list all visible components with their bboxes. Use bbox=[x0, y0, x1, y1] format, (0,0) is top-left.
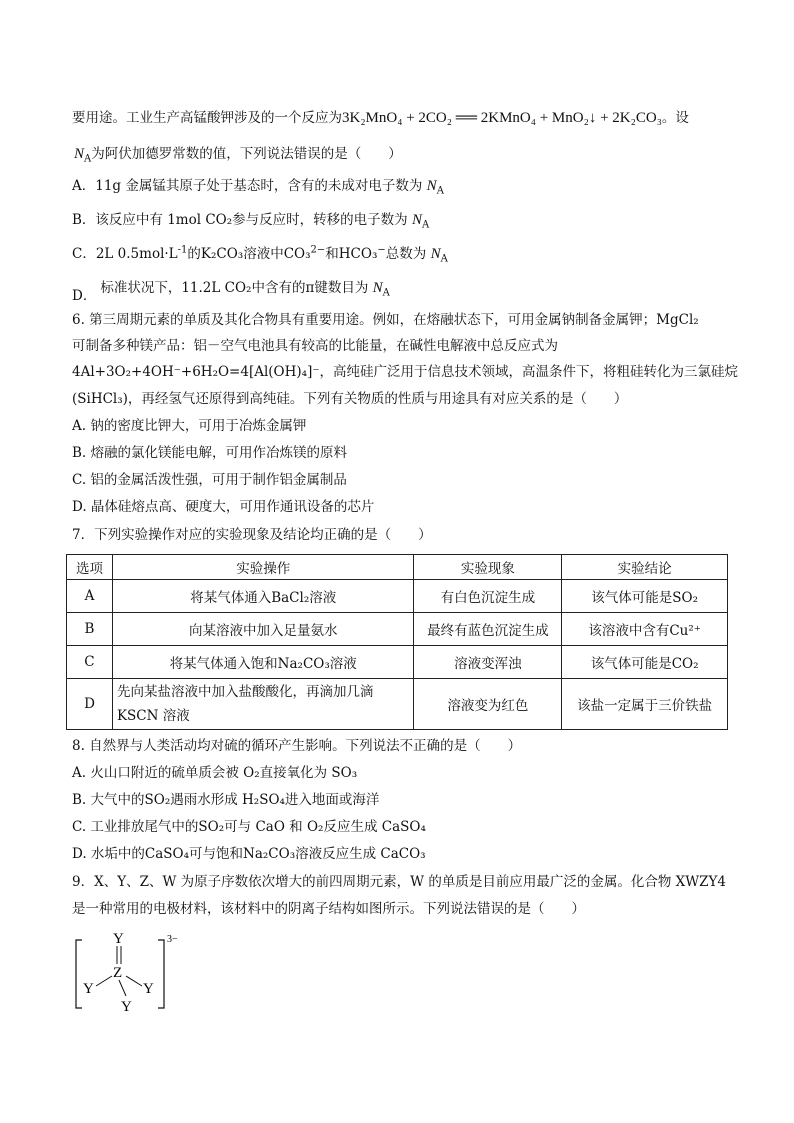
experiment-table bbox=[66, 554, 728, 730]
atom-y-bottom: Y bbox=[121, 999, 132, 1015]
header-phenomenon: 实验现象 bbox=[414, 555, 562, 580]
q6-stem-line1: 6. 第三周期元素的单质及其化合物具有重要用途。例如，在熔融状态下，可用金属钠制备金属钾；MgCl₂ bbox=[72, 312, 699, 328]
ion-charge: 3− bbox=[167, 934, 178, 945]
left-bracket bbox=[76, 940, 82, 1008]
bond-right bbox=[126, 976, 142, 986]
q5-stem-line2: $N_A$为阿伏加德罗常数的值，下列说法错误的是（ ） bbox=[74, 146, 402, 165]
right-bracket bbox=[158, 940, 164, 1008]
q6-stem-line2: 可制备多种镁产品：铝－空气电池具有较高的比能量，在碱性电解液中总反应式为 bbox=[72, 338, 558, 354]
q8-option-c: C. 工业排放尾气中的SO₂可与 CaO 和 O₂反应生成 CaSO₄ bbox=[72, 819, 426, 835]
q8-option-a: A. 火山口附近的硫单质会被 O₂直接氧化为 SO₃ bbox=[72, 765, 358, 781]
table-row: D 先向某盐溶液中加入盐酸酸化，再滴加几滴 KSCN 溶液 溶液变为红色 该盐一定属于三价铁盐 bbox=[67, 679, 728, 730]
table-row: C 将某气体通入饱和Na₂CO₃溶液 溶液变浑浊 该气体可能是CO₂ bbox=[67, 646, 728, 679]
q8-option-d: D. 水垢中的CaSO₄可与饱和Na₂CO₃溶液反应生成 CaCO₃ bbox=[72, 846, 426, 862]
q5-option-c: C．2L $0.5mol\cdot L^{-1}$的K₂CO₃溶液中CO₃$^{2-}$和HCO₃−总数为 $N_A$ bbox=[72, 244, 448, 265]
q5-option-a: A．11g 金属锰其原子处于基态时，含有的未成对电子数为 $N_A$ bbox=[72, 178, 444, 197]
q6-option-b: B. 熔融的氯化镁能电解，可用作冶炼镁的原料 bbox=[72, 445, 348, 461]
q6-option-a: A. 钠的密度比钾大，可用于冶炼金属钾 bbox=[72, 418, 307, 434]
q6-stem-line4: (SiHCl₃)，再经氢气还原得到高纯硅。下列有关物质的性质与用途具有对应关系的是（ ） bbox=[72, 391, 628, 407]
q5-option-d: D． 标准状况下，11.2L CO₂中含有的π键数目为 $N_A$ bbox=[72, 280, 390, 304]
atom-y-left: Y bbox=[83, 981, 94, 997]
table-header-row bbox=[67, 555, 728, 580]
bond-bottom bbox=[119, 980, 126, 996]
q6-option-d: D. 晶体硅熔点高、硬度大，可用作通讯设备的芯片 bbox=[72, 499, 375, 515]
atom-y-top: Y bbox=[113, 931, 124, 947]
q5-stem-line1: 要用途。工业生产高锰酸钾涉及的一个反应为3K₂MnO₄ + 2CO₂ ══ 2KMnO₄ + MnO₂↓ + 2K₂CO₃。设 bbox=[72, 110, 689, 126]
q9-stem-line1: 9．X、Y、Z、W 为原子序数依次增大的前四周期元素，W 的单质是目前应用最广泛的金属。化合物 XWZY4 bbox=[72, 874, 726, 890]
table-row: A 将某气体通入BaCl₂溶液 有白色沉淀生成 该气体可能是SO₂ bbox=[67, 580, 728, 613]
table-row: B 向某溶液中加入足量氨水 最终有蓝色沉淀生成 该溶液中含有Cu²⁺ bbox=[67, 613, 728, 646]
q8-option-b: B. 大气中的SO₂遇雨水形成 H₂SO₄进入地面或海洋 bbox=[72, 792, 380, 808]
atom-y-right: Y bbox=[143, 981, 154, 997]
atom-z-center: Z bbox=[113, 965, 123, 981]
header-operation: 实验操作 bbox=[112, 555, 414, 580]
q5-option-b: B．该反应中有 1mol CO₂参与反应时，转移的电子数为 $N_A$ bbox=[72, 212, 430, 231]
reaction-equation: 3K₂MnO₄ + 2CO₂ ══ 2KMnO₄ + MnO₂↓ + 2K₂CO₃ bbox=[342, 110, 662, 126]
q9-stem-line2: 是一种常用的电极材料，该材料中的阴离子结构如图所示。下列说法错误的是（ ） bbox=[72, 901, 585, 917]
anion-structure-diagram bbox=[72, 930, 202, 1020]
q6-option-c: C. 铝的金属活泼性强，可用于制作铝金属制品 bbox=[72, 472, 347, 488]
q7-stem: 7．下列实验操作对应的实验现象及结论均正确的是（ ） bbox=[72, 527, 432, 543]
bond-left bbox=[96, 976, 112, 986]
header-option: 选项 bbox=[67, 555, 113, 580]
q8-stem: 8. 自然界与人类活动均对硫的循环产生影响。下列说法不正确的是（ ） bbox=[72, 738, 522, 754]
q6-stem-line3: 4Al+3O₂+4OH⁻+6H₂O=4[Al(OH)₄]⁻，高纯硅广泛用于信息技术领域，高温条件下，将粗硅转化为三氯硅烷 bbox=[72, 364, 738, 380]
header-conclusion: 实验结论 bbox=[562, 555, 728, 580]
